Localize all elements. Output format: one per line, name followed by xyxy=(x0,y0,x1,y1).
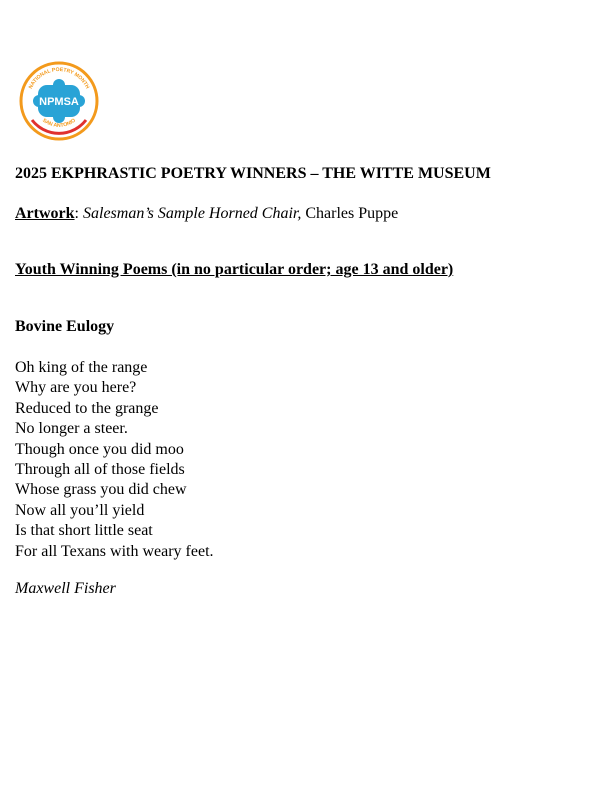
poem-line: Oh king of the range xyxy=(15,359,148,376)
artwork-title: Salesman’s Sample Horned Chair, xyxy=(83,205,302,222)
poem-line: Reduced to the grange xyxy=(15,399,159,417)
logo-ring-top-text: NATIONAL POETRY MONTH xyxy=(27,66,91,90)
artwork-label: Artwork xyxy=(15,205,75,222)
section-title: Youth Winning Poems (in no particular order; age 13 and older) xyxy=(15,261,454,278)
npmsa-logo-graphic xyxy=(16,58,102,144)
logo-ring-bottom-text: SAN ANTONIO xyxy=(41,117,77,129)
poem-author: Maxwell Fisher xyxy=(15,580,116,597)
poem-line: Is that short little seat xyxy=(15,522,153,540)
page-heading: 2025 EKPHRASTIC POETRY WINNERS – THE WITTE MUSEUM xyxy=(15,165,491,182)
poem-line: For all Texans with weary feet. xyxy=(15,542,214,560)
artwork-line xyxy=(15,205,398,223)
poem-line: Whose grass you did chew xyxy=(15,481,187,499)
artwork-separator: : xyxy=(74,205,83,222)
artwork-artist: Charles Puppe xyxy=(301,205,399,222)
poem-line: No longer a steer. xyxy=(15,420,128,438)
poem-line: Why are you here? xyxy=(15,379,137,397)
poem-line: Through all of those fields xyxy=(15,461,185,479)
poem-line: Though once you did moo xyxy=(15,440,184,458)
poem-body xyxy=(15,358,214,562)
npmsa-logo xyxy=(16,58,102,144)
poem-line: Now all you’ll yield xyxy=(15,501,145,519)
poem-title: Bovine Eulogy xyxy=(15,318,115,335)
logo-acronym: NPMSA xyxy=(39,96,79,108)
